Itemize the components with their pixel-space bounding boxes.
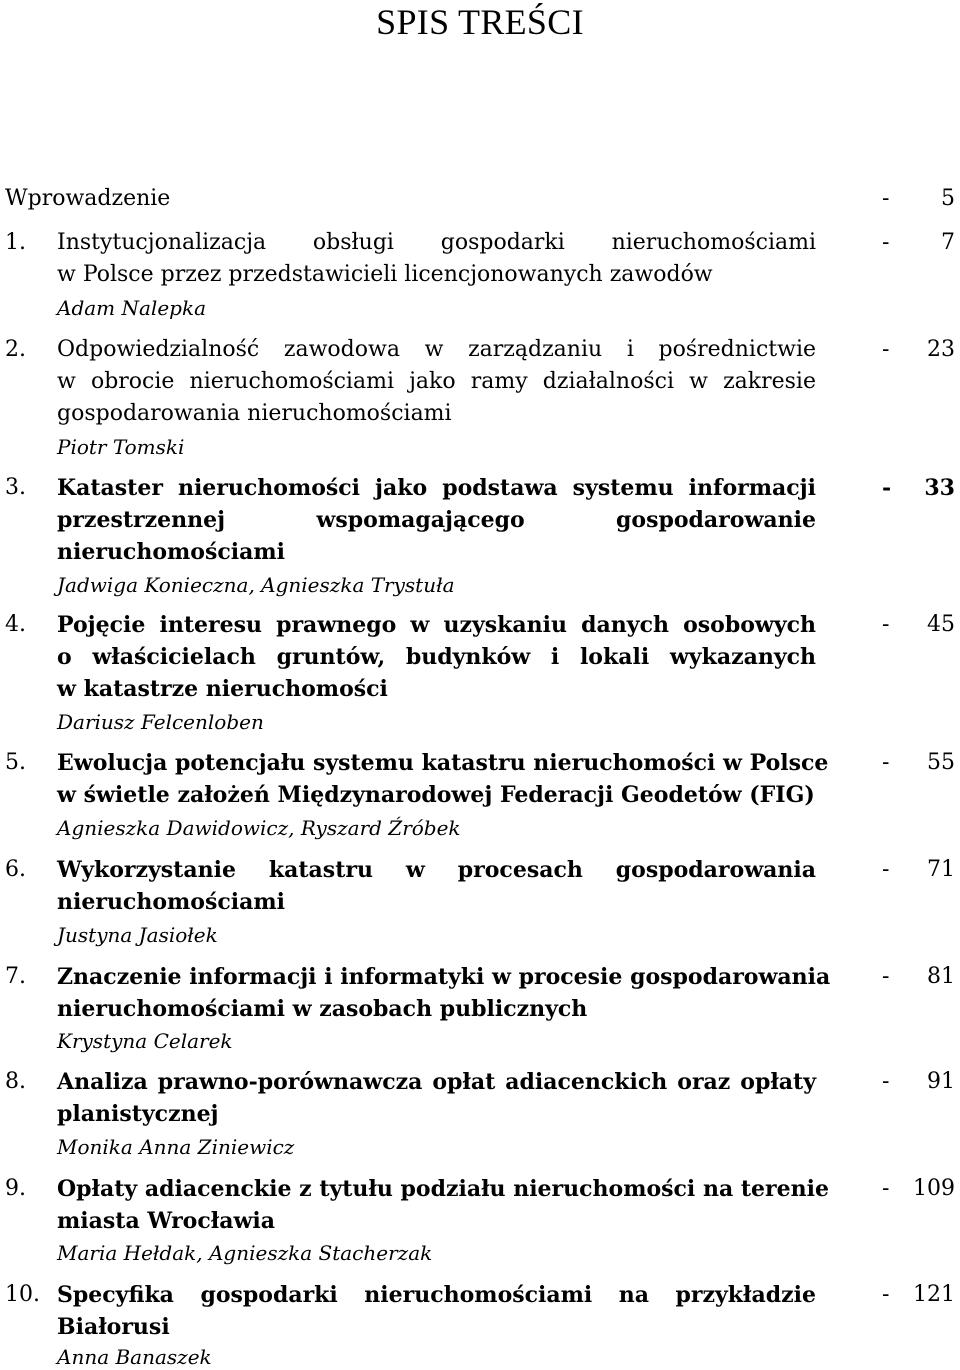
toc-dash: - bbox=[882, 230, 890, 255]
toc-entry-title-line: Ewolucja potencjału systemu katastru nieruchomości w Polsce bbox=[57, 750, 829, 776]
toc-entry-title-line: Wykorzystanie katastru w procesach gospodarowania bbox=[57, 857, 816, 883]
toc-entry-author: Monika Anna Ziniewicz bbox=[57, 1135, 295, 1159]
toc-entry-author: Krystyna Celarek bbox=[57, 1029, 233, 1053]
toc-dash: - bbox=[882, 475, 892, 501]
toc-entry-title-line: w obrocie nieruchomościami jako ramy działalności w zakresie bbox=[57, 369, 816, 394]
toc-entry-number: 5. bbox=[5, 750, 26, 775]
toc-entry-author: Agnieszka Dawidowicz, Ryszard Źróbek bbox=[57, 816, 461, 840]
toc-page-number: 55 bbox=[927, 750, 955, 775]
toc-entry-title-line: Odpowiedzialność zawodowa w zarządzaniu i pośrednictwie bbox=[57, 337, 816, 362]
toc-dash: - bbox=[882, 186, 890, 211]
toc-entry-title-line: w Polsce przez przedstawicieli licencjonowanych zawodów bbox=[57, 262, 713, 287]
toc-page-number: 91 bbox=[927, 1069, 955, 1094]
toc-page-number: 81 bbox=[927, 964, 955, 989]
toc-entry-number: 4. bbox=[5, 612, 26, 637]
toc-entry-number: 7. bbox=[5, 964, 26, 989]
toc-dash: - bbox=[882, 612, 890, 637]
toc-dash: - bbox=[882, 1069, 890, 1094]
toc-entry-title-line: w świetle założeń Międzynarodowej Federacji Geodetów (FIG) bbox=[57, 782, 815, 808]
toc-page-number: 23 bbox=[927, 337, 955, 362]
toc-page-number: 109 bbox=[913, 1176, 955, 1201]
toc-entry-title-line: miasta Wrocławia bbox=[57, 1208, 276, 1234]
toc-entry-title-line: o właścicielach gruntów, budynków i lokali wykazanych bbox=[57, 644, 816, 670]
toc-entry-title-line: Kataster nieruchomości jako podstawa systemu informacji bbox=[57, 475, 816, 501]
toc-dash: - bbox=[882, 964, 890, 989]
toc-entry-author: Jadwiga Konieczna, Agnieszka Trystuła bbox=[57, 573, 455, 597]
toc-entry-title-line: nieruchomościami bbox=[57, 889, 285, 915]
toc-entry-number: 8. bbox=[5, 1069, 26, 1094]
toc-page-number: 5 bbox=[941, 186, 955, 211]
toc-page-number: 121 bbox=[913, 1282, 955, 1307]
toc-entry-title-line: Białorusi bbox=[57, 1314, 170, 1340]
toc-entry-number: 2. bbox=[5, 337, 26, 362]
toc-page-number: 33 bbox=[924, 475, 955, 501]
toc-entry-author: Dariusz Felcenloben bbox=[57, 710, 264, 734]
toc-page-number: 71 bbox=[927, 857, 955, 882]
toc-page-number: 45 bbox=[927, 612, 955, 637]
toc-entry-number: 9. bbox=[5, 1176, 26, 1201]
toc-entry-number: 10. bbox=[5, 1282, 40, 1307]
toc-dash: - bbox=[882, 1176, 890, 1201]
toc-entry-title-line: gospodarowania nieruchomościami bbox=[57, 401, 452, 426]
toc-entry-title-line: Specyfika gospodarki nieruchomościami na przykładzie bbox=[57, 1282, 816, 1308]
toc-dash: - bbox=[882, 337, 890, 362]
toc-entry-author: Adam Nalepka bbox=[57, 296, 206, 320]
toc-entry-title-line: planistycznej bbox=[57, 1101, 219, 1127]
toc-entry-number: 3. bbox=[5, 475, 26, 500]
toc-entry-title-line: Opłaty adiacenckie z tytułu podziału nieruchomości na terenie bbox=[57, 1176, 829, 1202]
toc-entry-author: Justyna Jasiołek bbox=[57, 923, 218, 947]
toc-entry-title-line: nieruchomościami bbox=[57, 539, 285, 565]
toc-dash: - bbox=[882, 1282, 890, 1307]
toc-entry-title-line: przestrzennej wspomagającego gospodarowanie bbox=[57, 507, 816, 533]
toc-dash: - bbox=[882, 750, 890, 775]
toc-entry-author: Piotr Tomski bbox=[57, 435, 185, 459]
toc-intro bbox=[0, 183, 960, 215]
toc-entry-title-line: w katastrze nieruchomości bbox=[57, 676, 388, 702]
toc-entry-title-line: Znaczenie informacji i informatyki w procesie gospodarowania bbox=[57, 964, 831, 990]
page-title: SPIS TREŚCI bbox=[376, 2, 584, 42]
toc-entry-title-line: Pojęcie interesu prawnego w uzyskaniu danych osobowych bbox=[57, 612, 816, 638]
toc-page-number: 7 bbox=[941, 230, 955, 255]
toc-intro-label: Wprowadzenie bbox=[5, 186, 171, 211]
toc-entry-title-line: Instytucjonalizacja obsługi gospodarki nieruchomościami bbox=[57, 230, 816, 255]
toc-entry-title-line: nieruchomościami w zasobach publicznych bbox=[57, 996, 588, 1022]
toc-entry-number: 6. bbox=[5, 857, 26, 882]
toc-entry-title-line: Analiza prawno-porównawcza opłat adiacenckich oraz opłaty bbox=[57, 1069, 816, 1095]
toc-dash: - bbox=[882, 857, 890, 882]
toc-entry-author: Anna Banaszek bbox=[57, 1345, 212, 1369]
toc-entry-number: 1. bbox=[5, 230, 26, 255]
toc-entry-author: Maria Hełdak, Agnieszka Stacherzak bbox=[57, 1241, 433, 1265]
